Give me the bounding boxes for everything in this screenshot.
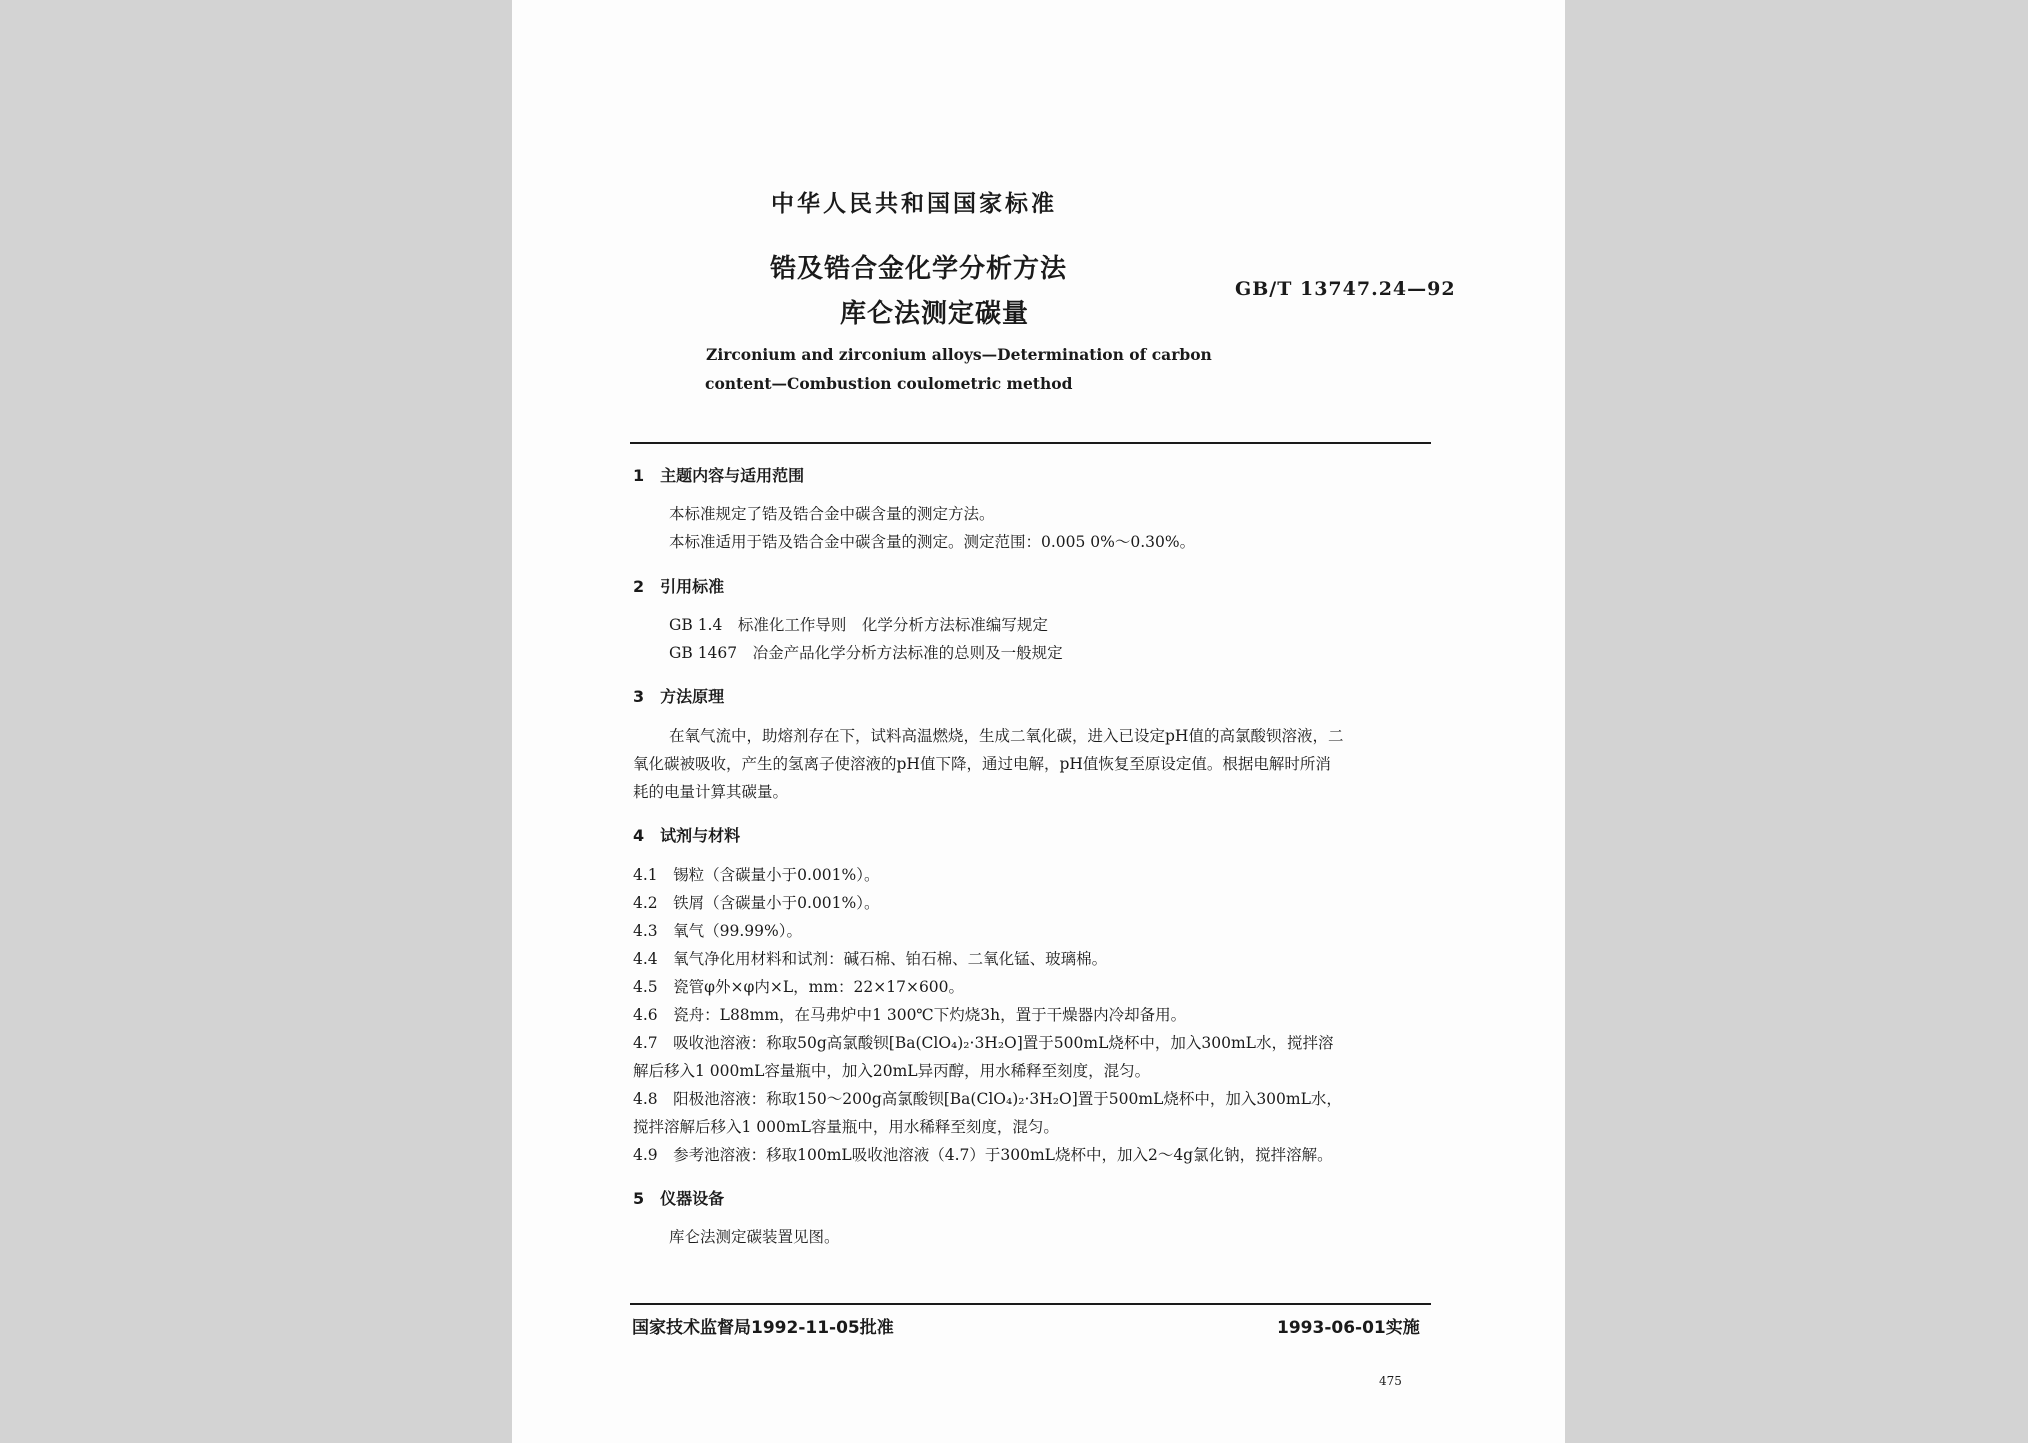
english-title-line-1: Zirconium and zirconium alloys—Determination of carbon	[706, 345, 1212, 364]
item-4-7-line-2: 解后移入1 000mL容量瓶中，加入20mL异丙醇，用水稀释至刻度，混匀。	[633, 1062, 1151, 1080]
item-4-5: 4.5 瓷管φ外×φ内×L，mm：22×17×600。	[633, 978, 965, 996]
item-4-7-line-1: 4.7 吸收池溶液：称取50g高氯酸钡[Ba(ClO₄)₂·3H₂O]置于500mL烧杯中，加入300mL水，搅拌溶	[633, 1034, 1334, 1052]
section-3-line-2: 氧化碳被吸收，产生的氢离子使溶液的pH值下降，通过电解，pH值恢复至原设定值。根据电解时所消	[633, 755, 1331, 773]
page-number: 475	[1379, 1374, 1402, 1388]
item-4-8-line-1: 4.8 阳极池溶液：称取150～200g高氯酸钡[Ba(ClO₄)₂·3H₂O]置于500mL烧杯中，加入300mL水，	[633, 1090, 1342, 1108]
national-standard-label: 中华人民共和国国家标准	[771, 191, 1057, 217]
standard-number: GB/T 13747.24—92	[1235, 278, 1456, 300]
section-5-heading: 5 仪器设备	[633, 1189, 725, 1208]
footer-divider	[630, 1303, 1431, 1305]
english-title-line-2: content—Combustion coulometric method	[705, 374, 1073, 393]
reference-gb-1-4: GB 1.4 标准化工作导则 化学分析方法标准编写规定	[669, 616, 1048, 634]
section-1-heading: 1 主题内容与适用范围	[633, 466, 805, 485]
section-1-paragraph-1: 本标准规定了锆及锆合金中碳含量的测定方法。	[669, 505, 995, 523]
item-4-3: 4.3 氧气（99.99%）。	[633, 922, 803, 940]
item-4-2: 4.2 铁屑（含碳量小于0.001%）。	[633, 894, 880, 912]
section-3-line-1: 在氧气流中，助熔剂存在下，试料高温燃烧，生成二氧化碳，进入已设定pH值的高氯酸钡溶液，二	[669, 727, 1344, 745]
title-line-1: 锆及锆合金化学分析方法	[770, 254, 1068, 284]
document-page	[512, 0, 1565, 1443]
section-3-line-3: 耗的电量计算其碳量。	[633, 783, 789, 801]
reference-gb-1467: GB 1467 冶金产品化学分析方法标准的总则及一般规定	[669, 644, 1063, 662]
item-4-4: 4.4 氧气净化用材料和试剂：碱石棉、铂石棉、二氧化锰、玻璃棉。	[633, 950, 1108, 968]
section-3-heading: 3 方法原理	[633, 687, 725, 706]
item-4-9: 4.9 参考池溶液：移取100mL吸收池溶液（4.7）于300mL烧杯中，加入2～4g氯化钠，搅拌溶解。	[633, 1146, 1333, 1164]
section-1-paragraph-2: 本标准适用于锆及锆合金中碳含量的测定。测定范围：0.005 0%～0.30%。	[669, 533, 1196, 551]
effective-date: 1993-06-01实施	[1277, 1318, 1420, 1338]
item-4-1: 4.1 锡粒（含碳量小于0.001%）。	[633, 866, 880, 884]
approval-date: 国家技术监督局1992-11-05批准	[632, 1318, 894, 1338]
title-line-2: 库仑法测定碳量	[840, 299, 1030, 329]
section-2-heading: 2 引用标准	[633, 577, 725, 596]
section-4-heading: 4 试剂与材料	[633, 826, 741, 845]
header-divider	[630, 442, 1431, 444]
item-4-6: 4.6 瓷舟：L88mm，在马弗炉中1 300℃下灼烧3h，置于干燥器内冷却备用。	[633, 1006, 1187, 1024]
item-4-8-line-2: 搅拌溶解后移入1 000mL容量瓶中，用水稀释至刻度，混匀。	[633, 1118, 1059, 1136]
section-5-paragraph: 库仑法测定碳装置见图。	[669, 1228, 840, 1246]
